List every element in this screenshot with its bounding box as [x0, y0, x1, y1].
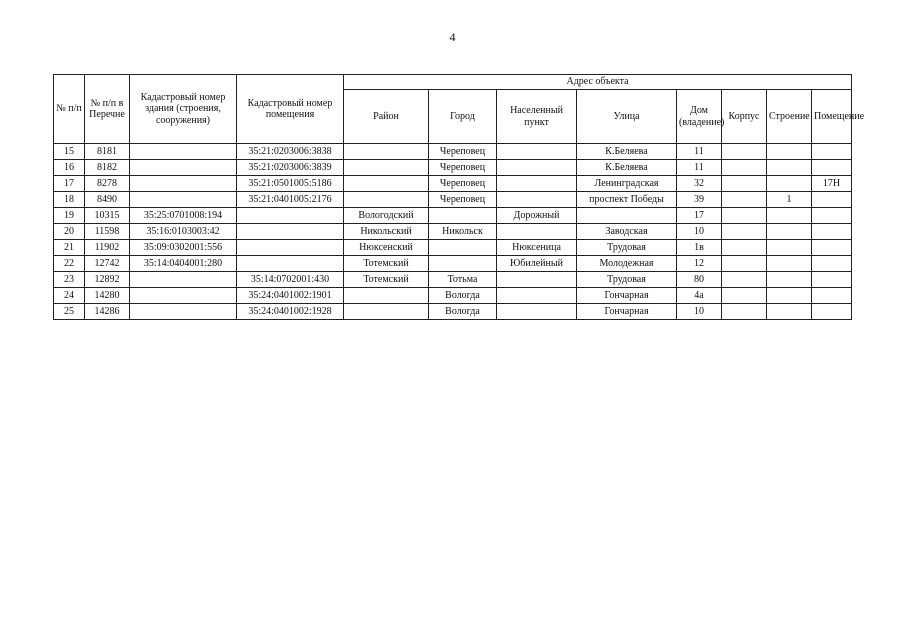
- cell-city: Вологда: [429, 288, 497, 304]
- cell-street: Гончарная: [577, 288, 677, 304]
- cell-num: 15: [54, 144, 85, 160]
- cell-list-num: 11902: [85, 240, 130, 256]
- cell-korpus: [722, 304, 767, 320]
- table-row: [54, 256, 852, 272]
- cell-street: [577, 208, 677, 224]
- cell-num: 17: [54, 176, 85, 192]
- cell-room-cadastral: 35:21:0501005:5186: [237, 176, 344, 192]
- cell-num: 21: [54, 240, 85, 256]
- cell-list-num: 14286: [85, 304, 130, 320]
- table-row: [54, 192, 852, 208]
- cell-settlement: [497, 192, 577, 208]
- cell-building-cadastral: 35:14:0404001:280: [130, 256, 237, 272]
- cell-building-cadastral: [130, 288, 237, 304]
- header-room-cadastral: Кадастровый номер помещения: [237, 75, 344, 144]
- cell-district: [344, 144, 429, 160]
- cell-structure: [767, 208, 812, 224]
- cell-list-num: 8490: [85, 192, 130, 208]
- cell-city: [429, 208, 497, 224]
- cell-house: 32: [677, 176, 722, 192]
- cell-street: Трудовая: [577, 272, 677, 288]
- cell-city: Никольск: [429, 224, 497, 240]
- cell-room-cadastral: 35:21:0401005:2176: [237, 192, 344, 208]
- cell-num: 25: [54, 304, 85, 320]
- cell-district: [344, 304, 429, 320]
- cell-district: Вологодский: [344, 208, 429, 224]
- cell-room: [812, 224, 852, 240]
- cell-street: К.Беляева: [577, 144, 677, 160]
- cell-structure: [767, 288, 812, 304]
- cell-house: 10: [677, 304, 722, 320]
- cell-room-cadastral: 35:24:0401002:1901: [237, 288, 344, 304]
- cell-building-cadastral: [130, 192, 237, 208]
- cell-korpus: [722, 288, 767, 304]
- cell-room-cadastral: [237, 256, 344, 272]
- cell-room-cadastral: 35:21:0203006:3838: [237, 144, 344, 160]
- cell-street: Ленинградская: [577, 176, 677, 192]
- cell-building-cadastral: 35:16:0103003:42: [130, 224, 237, 240]
- cell-house: 1в: [677, 240, 722, 256]
- cell-structure: [767, 272, 812, 288]
- cell-korpus: [722, 240, 767, 256]
- cell-house: 4а: [677, 288, 722, 304]
- cell-room: [812, 208, 852, 224]
- cell-room-cadastral: [237, 224, 344, 240]
- cell-room-cadastral: [237, 208, 344, 224]
- cell-house: 11: [677, 144, 722, 160]
- cell-settlement: [497, 160, 577, 176]
- cell-num: 23: [54, 272, 85, 288]
- header-korpus: Корпус: [722, 90, 767, 144]
- cell-korpus: [722, 224, 767, 240]
- cell-structure: [767, 176, 812, 192]
- cell-korpus: [722, 192, 767, 208]
- cell-street: Молодежная: [577, 256, 677, 272]
- cell-building-cadastral: [130, 272, 237, 288]
- cell-city: Тотьма: [429, 272, 497, 288]
- cell-structure: [767, 240, 812, 256]
- cell-room: 17Н: [812, 176, 852, 192]
- cell-list-num: 8182: [85, 160, 130, 176]
- cell-street: Заводская: [577, 224, 677, 240]
- cell-room: [812, 288, 852, 304]
- cell-room-cadastral: 35:24:0401002:1928: [237, 304, 344, 320]
- header-building-cadastral: Кадастровый номер здания (строения, сооружения): [130, 75, 237, 144]
- cell-room-cadastral: 35:14:0702001:430: [237, 272, 344, 288]
- cell-num: 16: [54, 160, 85, 176]
- cell-city: Череповец: [429, 160, 497, 176]
- cell-city: Вологда: [429, 304, 497, 320]
- cell-house: 39: [677, 192, 722, 208]
- table-row: [54, 272, 852, 288]
- cell-street: проспект Победы: [577, 192, 677, 208]
- table-row: [54, 160, 852, 176]
- cell-district: [344, 192, 429, 208]
- cell-structure: [767, 160, 812, 176]
- table-row: [54, 144, 852, 160]
- cell-district: [344, 160, 429, 176]
- cell-room: [812, 272, 852, 288]
- cell-city: Череповец: [429, 144, 497, 160]
- cell-settlement: Дорожный: [497, 208, 577, 224]
- cell-house: 10: [677, 224, 722, 240]
- cell-room: [812, 304, 852, 320]
- cell-num: 24: [54, 288, 85, 304]
- cell-city: [429, 240, 497, 256]
- cell-settlement: Нюксеница: [497, 240, 577, 256]
- cell-settlement: [497, 176, 577, 192]
- cell-house: 17: [677, 208, 722, 224]
- cell-settlement: Юбилейный: [497, 256, 577, 272]
- cell-building-cadastral: [130, 144, 237, 160]
- cell-settlement: [497, 224, 577, 240]
- cell-district: Тотемский: [344, 272, 429, 288]
- cell-korpus: [722, 256, 767, 272]
- cell-list-num: 12742: [85, 256, 130, 272]
- cell-district: [344, 288, 429, 304]
- table-row: [54, 240, 852, 256]
- cell-list-num: 11598: [85, 224, 130, 240]
- table-row: [54, 224, 852, 240]
- cell-list-num: 14280: [85, 288, 130, 304]
- cell-room: [812, 240, 852, 256]
- cell-city: [429, 256, 497, 272]
- table-row: [54, 176, 852, 192]
- header-settlement: Населенный пункт: [497, 90, 577, 144]
- table-row: [54, 208, 852, 224]
- cell-building-cadastral: [130, 176, 237, 192]
- cell-korpus: [722, 176, 767, 192]
- cell-num: 20: [54, 224, 85, 240]
- cell-room: [812, 192, 852, 208]
- cell-structure: [767, 144, 812, 160]
- cell-list-num: 8278: [85, 176, 130, 192]
- cell-street: Трудовая: [577, 240, 677, 256]
- cell-korpus: [722, 272, 767, 288]
- page-number: 4: [449, 30, 456, 44]
- cell-korpus: [722, 160, 767, 176]
- cell-house: 11: [677, 160, 722, 176]
- cell-house: 80: [677, 272, 722, 288]
- cell-num: 19: [54, 208, 85, 224]
- header-room: Помещение: [812, 90, 852, 144]
- cell-district: Нюксенский: [344, 240, 429, 256]
- cell-district: Тотемский: [344, 256, 429, 272]
- cell-korpus: [722, 208, 767, 224]
- header-house: Дом (владение): [677, 90, 722, 144]
- header-address-group: Адрес объекта: [344, 75, 852, 90]
- cell-structure: [767, 304, 812, 320]
- cell-settlement: [497, 288, 577, 304]
- table-row: [54, 304, 852, 320]
- cell-city: Череповец: [429, 192, 497, 208]
- cell-settlement: [497, 144, 577, 160]
- register-table: [53, 74, 865, 320]
- header-num: № п/п: [54, 75, 85, 144]
- cell-room: [812, 160, 852, 176]
- cell-building-cadastral: [130, 304, 237, 320]
- table-row: [54, 288, 852, 304]
- cell-room: [812, 256, 852, 272]
- header-list-num: № п/п в Перечне: [85, 75, 130, 144]
- cell-room-cadastral: [237, 240, 344, 256]
- header-district: Район: [344, 90, 429, 144]
- cell-settlement: [497, 304, 577, 320]
- cell-building-cadastral: 35:09:0302001:556: [130, 240, 237, 256]
- header-street: Улица: [577, 90, 677, 144]
- cell-list-num: 8181: [85, 144, 130, 160]
- cell-building-cadastral: [130, 160, 237, 176]
- cell-list-num: 12892: [85, 272, 130, 288]
- cell-structure: [767, 256, 812, 272]
- cell-district: [344, 176, 429, 192]
- cell-city: Череповец: [429, 176, 497, 192]
- cell-korpus: [722, 144, 767, 160]
- header-city: Город: [429, 90, 497, 144]
- cell-house: 12: [677, 256, 722, 272]
- cell-num: 22: [54, 256, 85, 272]
- cell-room: [812, 144, 852, 160]
- cell-num: 18: [54, 192, 85, 208]
- header-structure: Строение: [767, 90, 812, 144]
- cell-list-num: 10315: [85, 208, 130, 224]
- cell-structure: 1: [767, 192, 812, 208]
- cell-structure: [767, 224, 812, 240]
- register-body: [54, 144, 852, 320]
- cell-building-cadastral: 35:25:0701008:194: [130, 208, 237, 224]
- cell-street: Гончарная: [577, 304, 677, 320]
- cell-district: Никольский: [344, 224, 429, 240]
- header-row-top: [54, 75, 852, 90]
- cell-settlement: [497, 272, 577, 288]
- cell-street: К.Беляева: [577, 160, 677, 176]
- cell-room-cadastral: 35:21:0203006:3839: [237, 160, 344, 176]
